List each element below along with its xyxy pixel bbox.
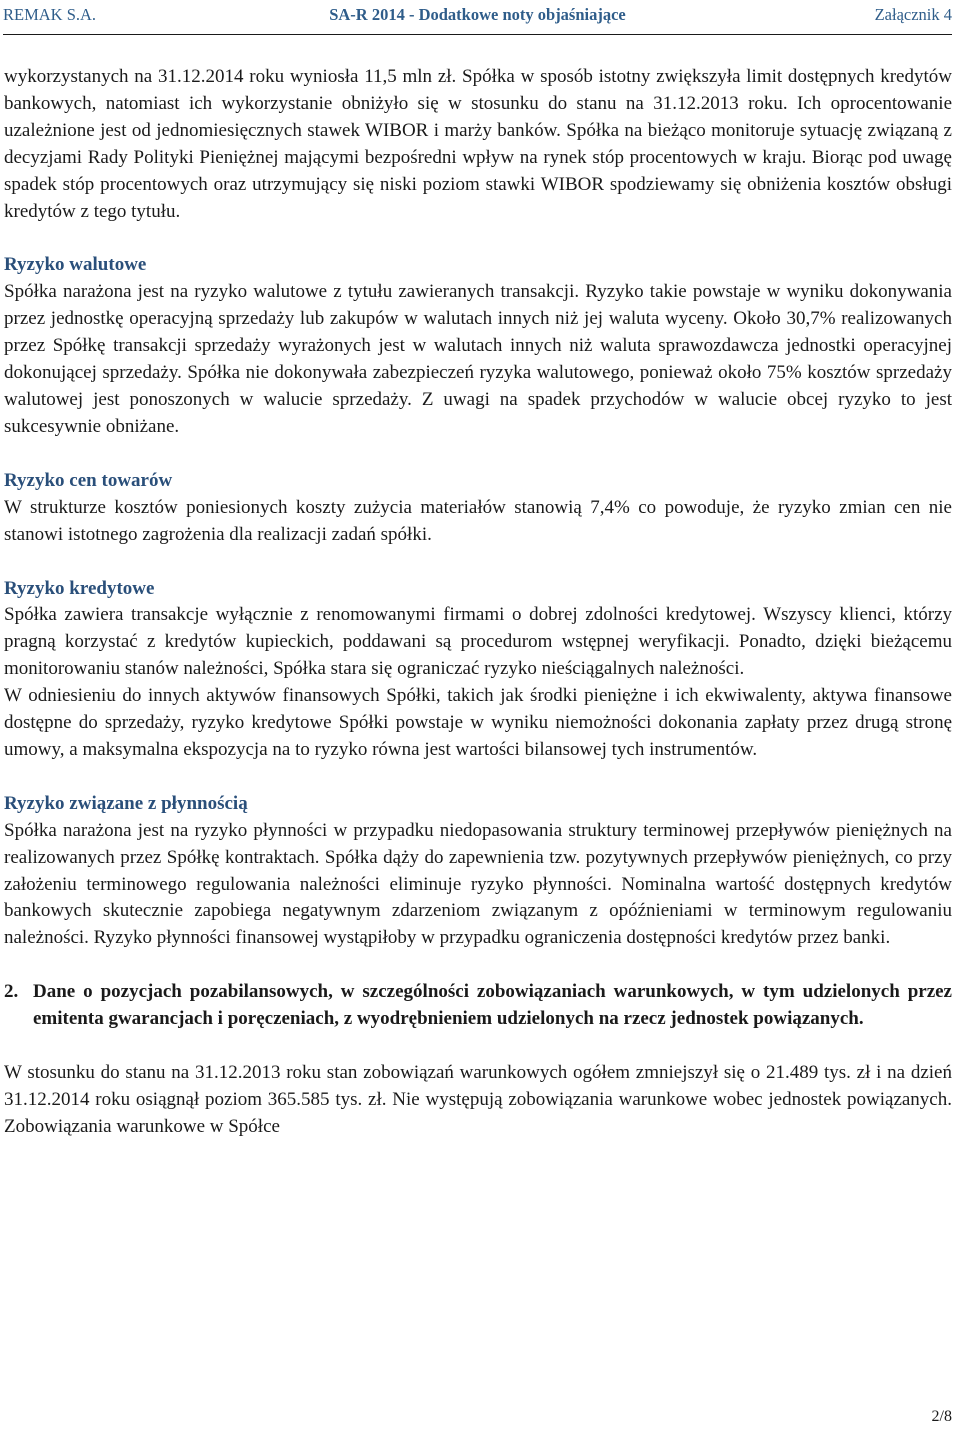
commodity-risk-heading: Ryzyko cen towarów [4,469,173,491]
credit-risk-heading: Ryzyko kredytowe [4,577,155,599]
interest-rate-paragraph: wykorzystanych na 31.12.2014 roku wyniosła 11,5 mln zł. Spółka w sposób istotny zwiększyła limit dostępnych kredytów bankowych, natomiast ich wykorzystanie obniżyło się w stosunku do stanu na 31.12.2013 roku. Ich oprocentowanie uzależnione jest od jednomiesięcznych stawek WIBOR i marży banków. Spółka na bieżąco monitoruje sytuację związaną z decyzjami Rady Polityki Pieniężnej mającymi bezpośredni wpływ na rynek stóp procentowych w kraju. Biorąc pod uwagę spadek stóp procentowych oraz utrzymujący się niski poziom stawki WIBOR spodziewamy się obniżenia kosztów obsługi kredytów z tego tytułu. [4,66,952,222]
page-number: 2/8 [931,1408,952,1425]
section-title: Dane o pozycjach pozabilansowych, w szczególności zobowiązaniach warunkowych, w tym udzielonych przez emitenta gwarancjach i poręczeniach, z wyodrębnieniem udzielonych na rzecz jednostek powiązanych. [33,981,952,1030]
off-balance-heading [4,979,952,1033]
section-number: 2. [4,981,19,1003]
header-document-title: SA-R 2014 - Dodatkowe noty objaśniające [329,5,626,24]
commodity-risk-text: W strukturze kosztów poniesionych koszty zużycia materiałów stanowią 7,4% co powoduje, że ryzyko zmian cen nie stanowi istotnego zagrożenia dla realizacji zadań spółki. [4,496,952,545]
currency-risk-heading: Ryzyko walutowe [4,254,147,276]
header-company: REMAK S.A. [3,5,97,24]
header-attachment: Załącznik 4 [874,5,952,24]
liquidity-risk-heading: Ryzyko związane z płynnością [4,792,248,814]
liquidity-risk-text: Spółka narażona jest na ryzyko płynności w przypadku niedopasowania struktury terminowej przepływów pieniężnych na realizowanych przez Spółkę kontraktach. Spółka dąży do zapewnienia tzw. pozytywnych przepływów pieniężnych, co przy założeniu terminowego regulowania należności eliminuje ryzyko płynności. Nominalna wartość dostępnych kredytów bankowych skutecznie zapobiega negatywnym zdarzeniom związanym z opóźnieniami w terminowym regulowaniu należności. Ryzyko płynności finansowej wystąpiłoby w przypadku ograniczenia dostępności kredytów przez banki. [4,819,952,949]
page-header [3,0,952,35]
contingent-liabilities-text: W stosunku do stanu na 31.12.2013 roku stan zobowiązań warunkowych ogółem zmniejszył się o 21.489 tys. zł i na dzień 31.12.2014 roku osiągnął poziom 365.585 tys. zł. Nie występują zobowiązania warunkowe wobec jednostek powiązanych. Zobowiązania warunkowe w Spółce [4,1062,952,1137]
currency-risk-text: Spółka narażona jest na ryzyko walutowe z tytułu zawieranych transakcji. Ryzyko takie powstaje w wyniku dokonywania przez jednostkę operacyjną sprzedaży lub zakupów w walutach innych niż jej waluta wyceny. Około 30,7% realizowanych przez Spółkę transakcji sprzedaży wyrażonych jest w walutach innych niż waluta sprawozdawcza jednostki operacyjnej dokonującej sprzedaży. Spółka nie dokonywała zabezpieczeń ryzyka walutowego, ponieważ około 75% kosztów sprzedaży walutowej jest ponoszonych w walucie sprzedaży. Z uwagi na spadek przychodów w walucie obcej ryzyko to jest sukcesywnie obniżane. [4,281,952,437]
credit-risk-text-2: W odniesieniu do innych aktywów finansowych Spółki, takich jak środki pieniężne i ich ekwiwalenty, aktywa finansowe dostępne do sprzedaży, ryzyko kredytowe Spółki powstaje w wyniku niemożności dokonania zapłaty przez drugą stronę umowy, a maksymalna ekspozycja na to ryzyko równa jest wartości bilansowej tych instrumentów. [4,685,952,760]
page-content [4,64,952,1141]
credit-risk-text-1: Spółka zawiera transakcje wyłącznie z renomowanymi firmami o dobrej zdolności kredytowej. Wszyscy klienci, którzy pragną korzystać z kredytów kupieckich, poddawani są procedurom wstępnej weryfikacji. Ponadto, dzięki bieżącemu monitorowaniu stanów należności, Spółka stara się ograniczać ryzyko nieściągalnych należności. [4,604,952,680]
